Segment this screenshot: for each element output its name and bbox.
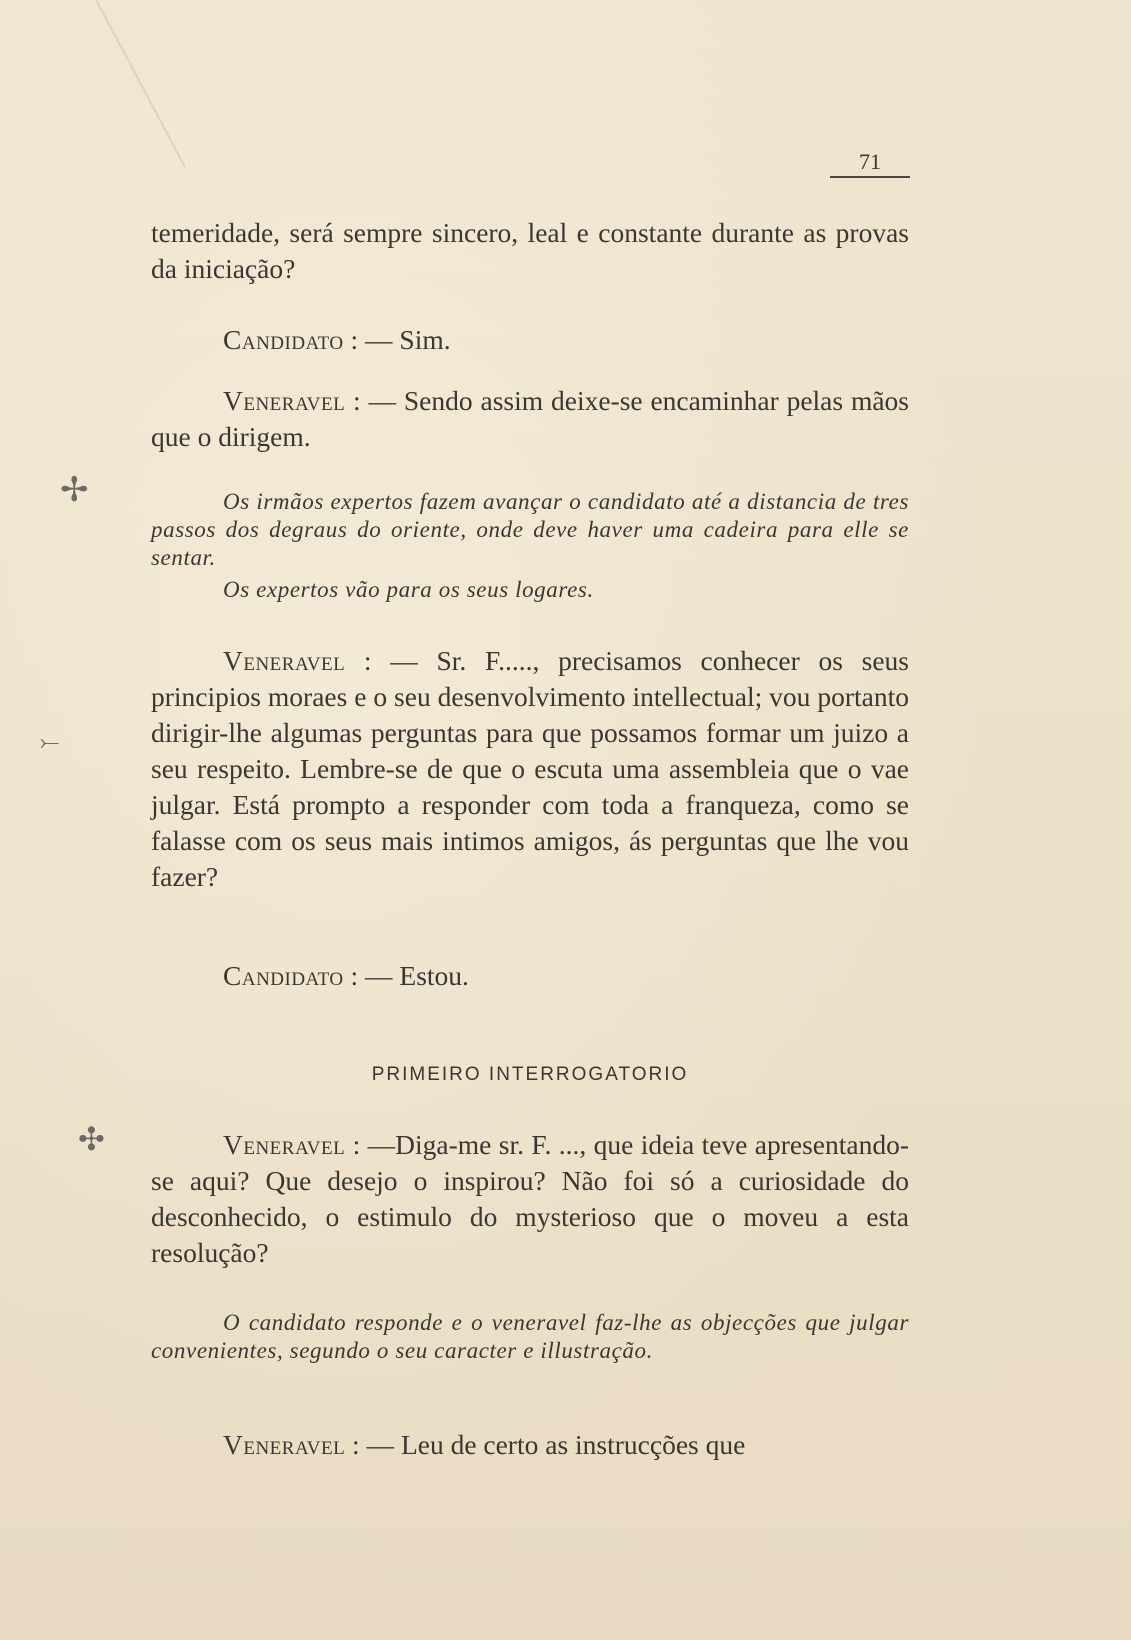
speaker-label: Candidato (223, 960, 344, 991)
speaker-label: Veneravel (223, 385, 346, 416)
stage-direction-text: Os irmãos expertos fazem avançar o candidato até a distancia de tres passos dos degraus do oriente, onde deve haver uma cadeira para elle se sentar. (151, 489, 909, 570)
margin-ink-mark-icon: ✢ (60, 470, 89, 510)
dialogue-veneravel-2 (151, 643, 909, 895)
margin-ink-mark-icon: ⤚ (40, 728, 60, 756)
speaker-separator: : — (345, 645, 437, 676)
speaker-separator: : — (345, 1129, 396, 1160)
speaker-label: Veneravel (223, 1129, 346, 1160)
stage-direction-2 (151, 576, 909, 604)
dialogue-text: Sr. F....., precisamos conhecer os seus principios moraes e o seu desenvolvimento intellectual; vou portanto dirigir-lhe algumas perguntas para que possamos formar um juizo a seu respeito. Lembre-se de que o escuta uma assembleia que o vae julgar. Está prompto a responder com toda a franqueza, como se falasse com os seus mais intimos amigos, ás perguntas que lhe vou fazer? (151, 645, 910, 892)
dialogue-candidato-2 (151, 958, 909, 994)
speaker-label: Candidato (223, 324, 344, 355)
page-number: 71 (830, 150, 910, 178)
paragraph-continuation (151, 215, 909, 287)
margin-ink-mark-icon: ✣ (78, 1120, 105, 1158)
dialogue-candidato-1 (151, 322, 909, 358)
dialogue-text: Sendo assim deixe-se encaminhar pelas mãos que o dirigem. (151, 385, 909, 452)
speaker-separator: : — (345, 1429, 401, 1460)
dialogue-text: Estou. (399, 960, 469, 991)
stage-direction-text: O candidato responde e o veneravel faz-lhe as objecções que julgar convenientes, segundo o seu caracter e illustração. (151, 1310, 909, 1363)
speaker-separator: : — (343, 960, 400, 991)
dialogue-text: Diga-me sr. F. ..., que ideia teve apresentando-se aqui? Que desejo o inspirou? Não foi só a curiosidade do desconhecido, o estimulo do mysterioso que o moveu a esta resolução? (151, 1129, 910, 1268)
section-heading: PRIMEIRO INTERROGATORIO (371, 1064, 689, 1085)
dialogue-text: Sim. (399, 324, 451, 355)
speaker-label: Veneravel (223, 1429, 346, 1460)
speaker-separator: : — (343, 324, 400, 355)
stage-direction-text: Os expertos vão para os seus logares. (223, 577, 594, 602)
dialogue-veneravel-4 (151, 1427, 909, 1463)
stage-direction-1 (151, 488, 909, 572)
dialogue-veneravel-1 (151, 383, 909, 455)
dialogue-veneravel-3 (151, 1127, 909, 1271)
speaker-separator: : — (345, 385, 404, 416)
paragraph-text: temeridade, será sempre sincero, leal e constante durante as provas da iniciação? (151, 217, 909, 284)
speaker-label: Veneravel (223, 645, 346, 676)
dialogue-text: Leu de certo as instrucções que (400, 1429, 746, 1460)
paper-fold-mark (95, 0, 186, 168)
stage-direction-3 (151, 1309, 909, 1365)
